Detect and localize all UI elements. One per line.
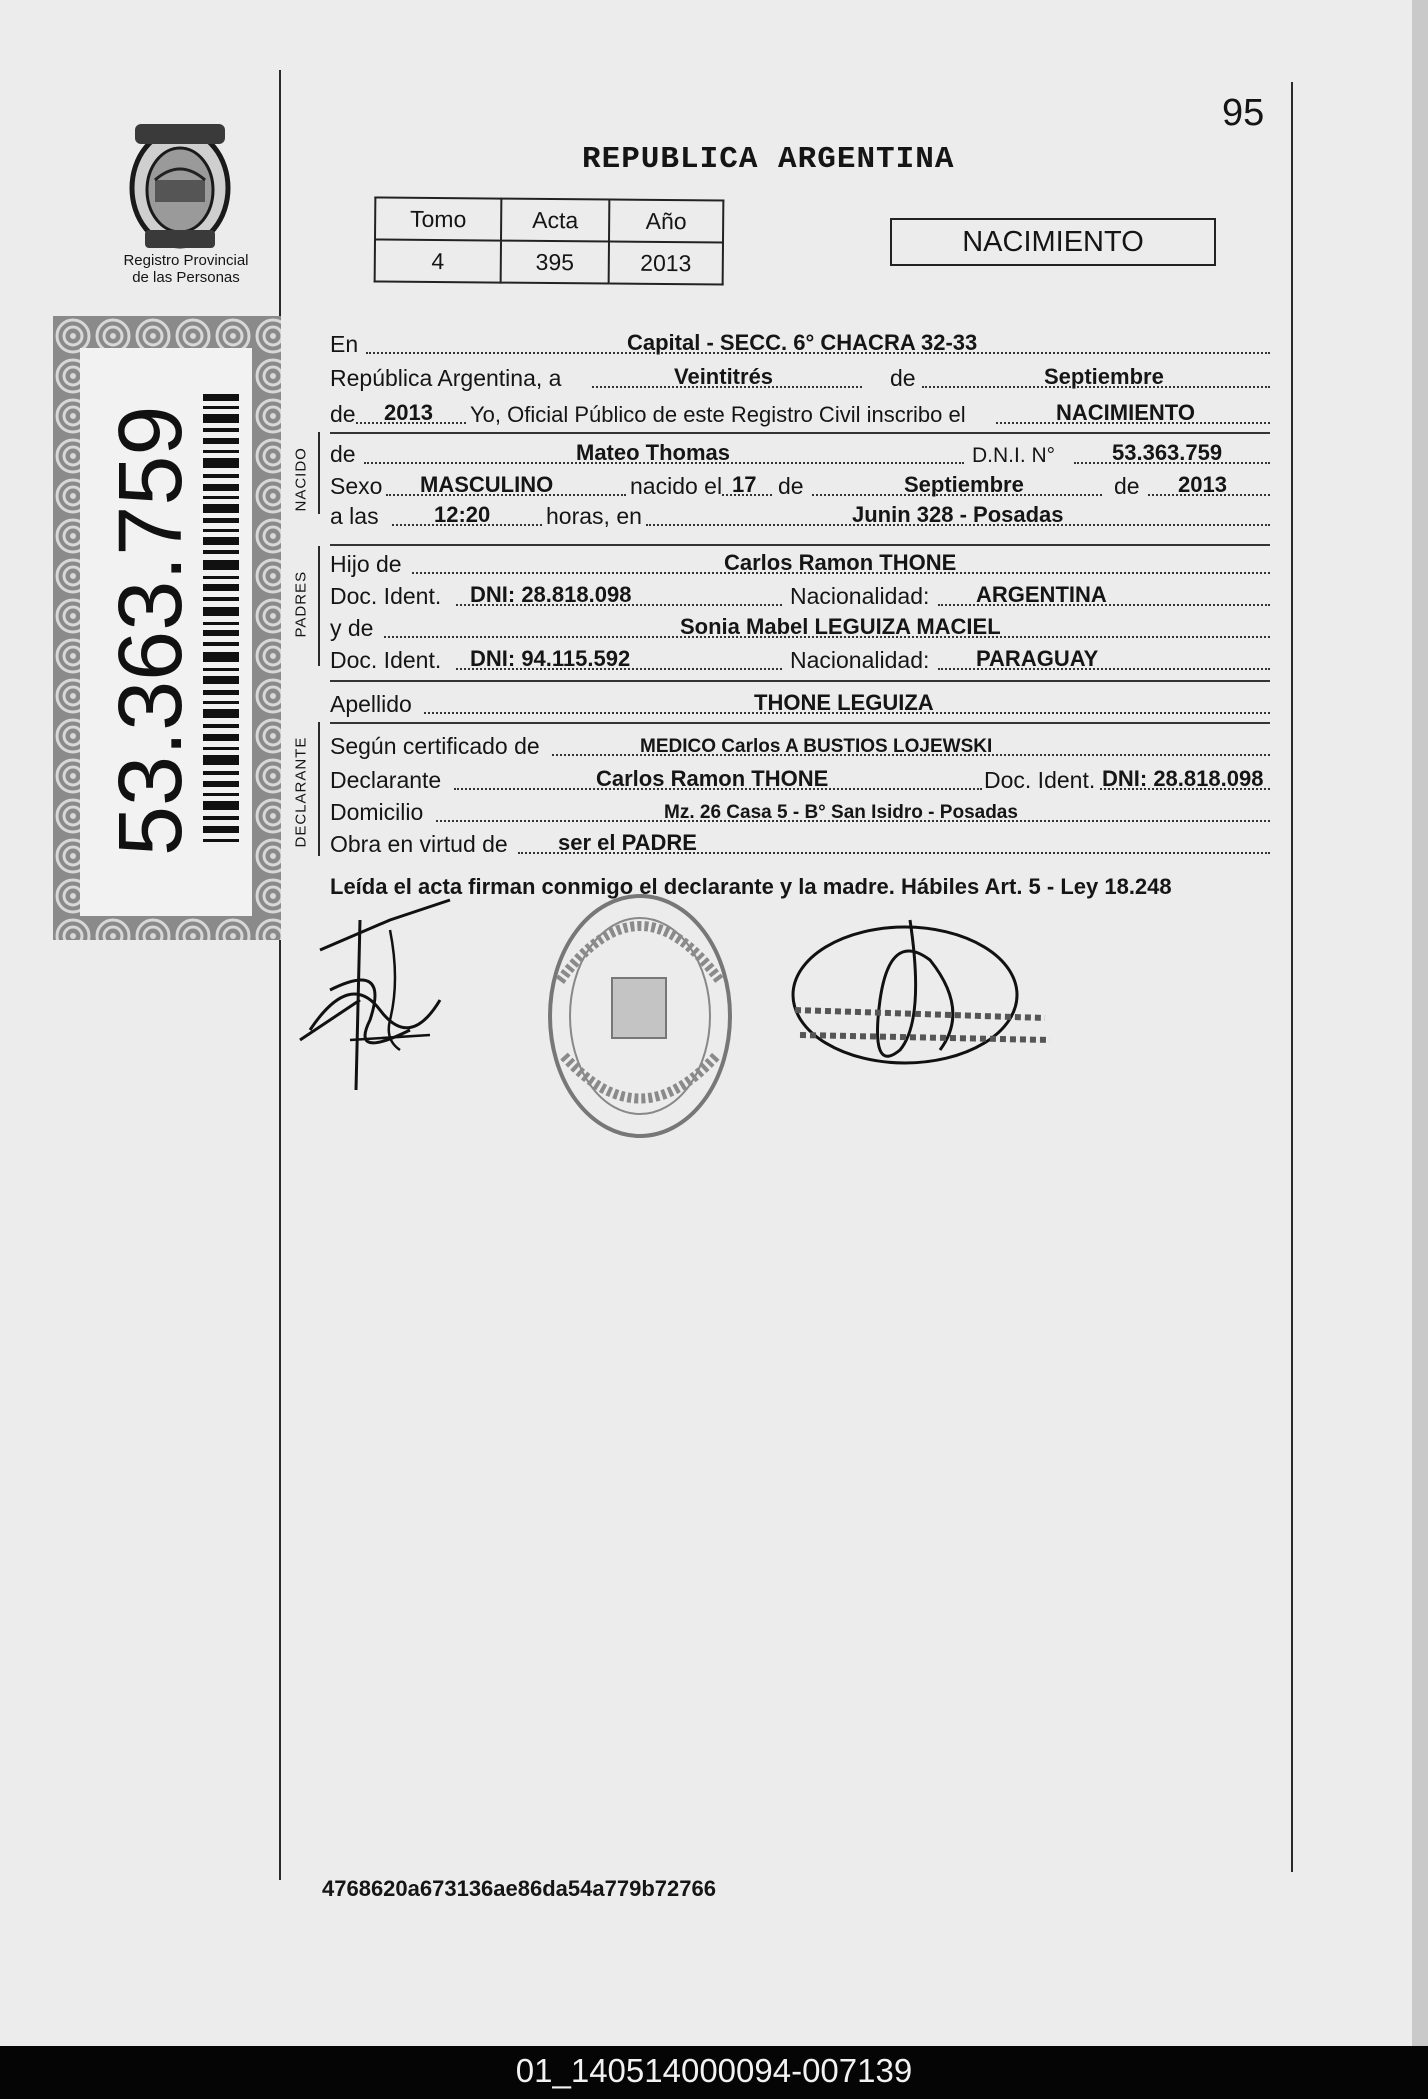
hijo-de-label: Hijo de [330, 551, 402, 577]
horas-en-label: horas, en [546, 503, 642, 529]
dia-nac-value: 17 [732, 472, 757, 497]
de-label: de [778, 473, 804, 499]
domicilio-label: Domicilio [330, 799, 424, 825]
y-de-label: y de [330, 615, 374, 641]
anio-value: 2013 [609, 242, 723, 285]
row-hora [330, 498, 1270, 532]
obra-label: Obra en virtud de [330, 831, 508, 857]
delegation-oval-stamp [540, 886, 740, 1146]
nombre-value: Mateo Thomas [576, 440, 731, 465]
document-hash: 4768620a673136ae86da54a779b72766 [322, 1876, 716, 1901]
side-label-declarante: DECLARANTE [292, 736, 310, 848]
doc-ident-label: Doc. Ident. [984, 767, 1096, 793]
row-sexo [330, 468, 1270, 502]
a-las-label: a las [330, 503, 379, 529]
doc-ident-label: Doc. Ident. [330, 647, 442, 673]
nacido-el-label: nacido el [630, 473, 723, 499]
row-obra [330, 826, 1270, 860]
row-hijo-de [330, 546, 1270, 580]
mes-value: Septiembre [1044, 364, 1164, 389]
closing-statement: Leída el acta firman conmigo el declarante y la madre. Hábiles Art. 5 - Ley 18.248 [330, 874, 1172, 899]
declarante-label: Declarante [330, 767, 442, 793]
lugar-value: Junin 328 - Posadas [852, 502, 1064, 527]
declarant-signature [290, 890, 480, 1110]
madre-nombre: Sonia Mabel LEGUIZA MACIEL [680, 614, 1001, 639]
acta-value: 395 [501, 241, 609, 284]
logo-caption-line2: de las Personas [132, 269, 240, 286]
acta-header: Acta [501, 199, 609, 242]
certificado-value: MEDICO Carlos A BUSTIOS LOJEWSKI [640, 736, 993, 757]
obra-value: ser el PADRE [558, 830, 697, 855]
apellido-label: Apellido [330, 691, 412, 717]
dni-strip [53, 316, 281, 940]
section-rule [330, 722, 1270, 724]
dni-value: 53.363.759 [1112, 440, 1223, 465]
mes-nac-value: Septiembre [904, 472, 1024, 497]
anio-value: 2013 [384, 400, 433, 425]
logo-caption [96, 252, 276, 286]
right-margin-line [1291, 82, 1293, 1872]
row-madre-doc [330, 642, 1270, 676]
inscribo-text: Yo, Oficial Público de este Registro Civil inscribo el [470, 402, 966, 427]
country-heading: REPUBLICA ARGENTINA [582, 142, 955, 177]
register-table [374, 196, 725, 285]
dni-strip-number: 53.363.759 [101, 405, 201, 856]
certificado-label: Según certificado de [330, 733, 540, 759]
padre-nombre: Carlos Ramon THONE [724, 550, 957, 575]
row-inscribo [330, 396, 1270, 430]
de-label: de [330, 441, 356, 467]
row-nombre [330, 436, 1270, 470]
footer-code: 01_140514000094-007139 [515, 2052, 913, 2089]
logo-caption-line1: Registro Provincial [123, 252, 249, 269]
domicilio-value: Mz. 26 Casa 5 - B° San Isidro - Posadas [664, 802, 1018, 823]
sexo-label: Sexo [330, 473, 383, 499]
row-apellido [330, 686, 1270, 720]
republica-label: República Argentina, a [330, 365, 562, 391]
declarante-bracket [318, 722, 320, 856]
row-domicilio [330, 794, 1270, 828]
nacionalidad-label: Nacionalidad: [790, 583, 930, 609]
official-signature-stamp [780, 900, 1070, 1090]
row-fecha [330, 360, 1270, 394]
section-rule [330, 432, 1270, 434]
side-label-padres: PADRES [292, 570, 310, 638]
side-label-nacido: NACIDO [292, 447, 310, 512]
inscribo-value: NACIMIENTO [1056, 400, 1195, 425]
padres-bracket [318, 546, 320, 666]
de-label: de [890, 365, 916, 391]
section-rule [330, 680, 1270, 682]
row-padre-doc [330, 578, 1270, 612]
anio-nac-value: 2013 [1178, 472, 1227, 497]
dia-value: Veintitrés [674, 364, 774, 389]
row-certificado [330, 728, 1270, 762]
declarante-value: Carlos Ramon THONE [596, 766, 829, 791]
row-declarante [330, 762, 1270, 796]
madre-nac-value: PARAGUAY [976, 646, 1099, 671]
row-y-de [330, 610, 1270, 644]
page-number: 95 [1222, 92, 1265, 134]
en-label: En [330, 331, 359, 357]
de-label: de [330, 401, 356, 427]
doc-ident-label: Doc. Ident. [330, 583, 442, 609]
anio-header: Año [609, 200, 723, 243]
padre-nac-value: ARGENTINA [976, 582, 1107, 607]
padre-doc-value: DNI: 28.818.098 [470, 582, 632, 607]
paper-edge [1412, 0, 1428, 2046]
tomo-value: 4 [375, 239, 501, 282]
de-label: de [1114, 473, 1140, 499]
nacido-bracket [318, 432, 320, 514]
record-type-box: NACIMIENTO [890, 218, 1216, 266]
tomo-header: Tomo [375, 197, 501, 240]
declarante-doc-value: DNI: 28.818.098 [1102, 766, 1264, 791]
row-en [330, 326, 1270, 360]
dni-label: D.N.I. N° [972, 444, 1056, 467]
province-seal-logo [115, 118, 245, 253]
place-value: Capital - SECC. 6° CHACRA 32-33 [627, 330, 978, 355]
apellido-value: THONE LEGUIZA [754, 690, 934, 715]
hora-value: 12:20 [434, 502, 491, 527]
sexo-value: MASCULINO [420, 472, 554, 497]
madre-doc-value: DNI: 94.115.592 [470, 646, 631, 671]
footer-bar [0, 2046, 1428, 2099]
nacionalidad-label: Nacionalidad: [790, 647, 930, 673]
